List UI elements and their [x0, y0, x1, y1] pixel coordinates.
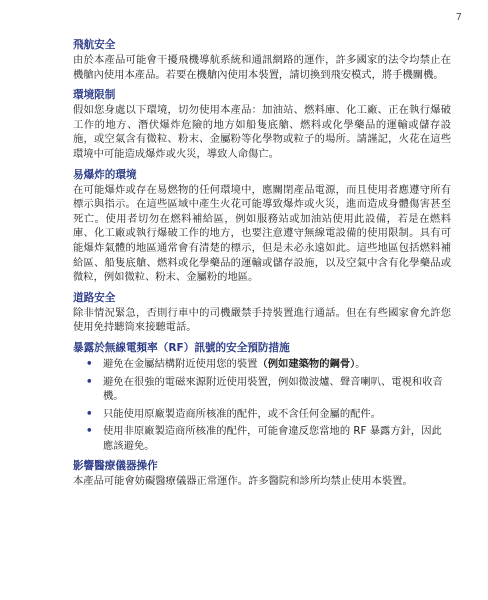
page-number: 7 [455, 12, 462, 23]
document-body [73, 38, 451, 495]
section-heading: 暴露於無線電頻率（RF）訊號的安全預防措施 [73, 341, 290, 354]
bullet-item [73, 357, 451, 372]
bullet-item [73, 424, 451, 453]
bullet-icon: • [86, 357, 93, 370]
bullet-item [73, 375, 451, 404]
bullet-text: 只能使用原廠製造商所核准的配件，或不含任何金屬的配件。 [103, 407, 382, 420]
bullet-icon: • [86, 375, 93, 388]
section-paragraph: 在可能爆炸或存在易燃物的任何環境中，應關閉產品電源，而且使用者應遵守所有標示與指示。在這些區域中產生火花可能導致爆炸或火災，進而造成身體傷害甚至死亡。使用者切勿在燃料補給區，例如服務站或加油站使用此設備，若是在燃料庫、化工廠或執行爆破工作的地方，也要注意遵守無線電設備的使用限制。具有可能爆炸氣體的地區通常會有清楚的標示，但是未必永遠如此。這些地區包括燃料補給區、船隻底艙、燃料或化學藥品的運輸或儲存設施，以及空氣中含有化學藥品或微粒，例如微粒、粉末、金屬粉的地區。 [73, 183, 451, 284]
bullet-item [73, 407, 451, 422]
section-heading: 易爆炸的環境 [73, 168, 137, 181]
section-paragraph: 除非情況緊急，否則行車中的司機嚴禁手持裝置進行通話。但在有些國家會允許您使用免持聽筒來接聽電話。 [73, 306, 451, 334]
section-heading: 環境限制 [73, 89, 116, 102]
section-flight-safety [73, 38, 451, 82]
bullet-icon: • [86, 425, 93, 438]
bullet-icon: • [86, 407, 93, 420]
bullet-text-emphasis: （例如建築物的鋼骨） [257, 357, 356, 370]
section-paragraph: 本產品可能會妨礙醫療儀器正常運作。許多醫院和診所均禁止使用本裝置。 [73, 475, 413, 488]
section-paragraph: 由於本產品可能會干擾飛機導航系統和通訊網路的運作，許多國家的法令均禁止在機艙內使用本產品。若要在機艙內使用本裝置，請切換到飛安模式，將手機關機。 [73, 54, 451, 81]
section-paragraph: 假如您身處以下環境，切勿使用本產品：加油站、燃料庫、化工廠、正在執行爆破工作的地方、潛伏爆炸危險的地方如船隻底艙、燃料或化學藥品的運輸或儲存設施，或空氣含有微粒、粉末、金屬粉等化學物或粒子的場所。請謹記，火花在這些環境中可能造成爆炸或火災，導致人命傷亡。 [73, 104, 451, 160]
section-medical-devices [73, 459, 451, 489]
bullet-text: 避免在金屬結構附近使用您的裝置 [103, 357, 258, 370]
section-explosive-environment [73, 168, 451, 285]
section-heading: 道路安全 [73, 291, 116, 304]
section-heading: 飛航安全 [73, 39, 116, 51]
section-rf-exposure [73, 341, 451, 454]
bullet-text: 使用非原廠製造商所核准的配件，可能會違反您當地的 RF 暴露方針，因此應該避免。 [103, 425, 442, 452]
section-road-safety [73, 291, 451, 335]
bullet-text-end: 。 [355, 357, 366, 370]
section-heading: 影響醫療儀器操作 [73, 460, 158, 473]
bullet-list [73, 357, 451, 454]
bullet-text: 避免在很強的電磁來源附近使用裝置，例如微波爐、聲音喇叭、電視和收音機。 [103, 375, 443, 403]
section-environment-restrictions [73, 88, 451, 161]
